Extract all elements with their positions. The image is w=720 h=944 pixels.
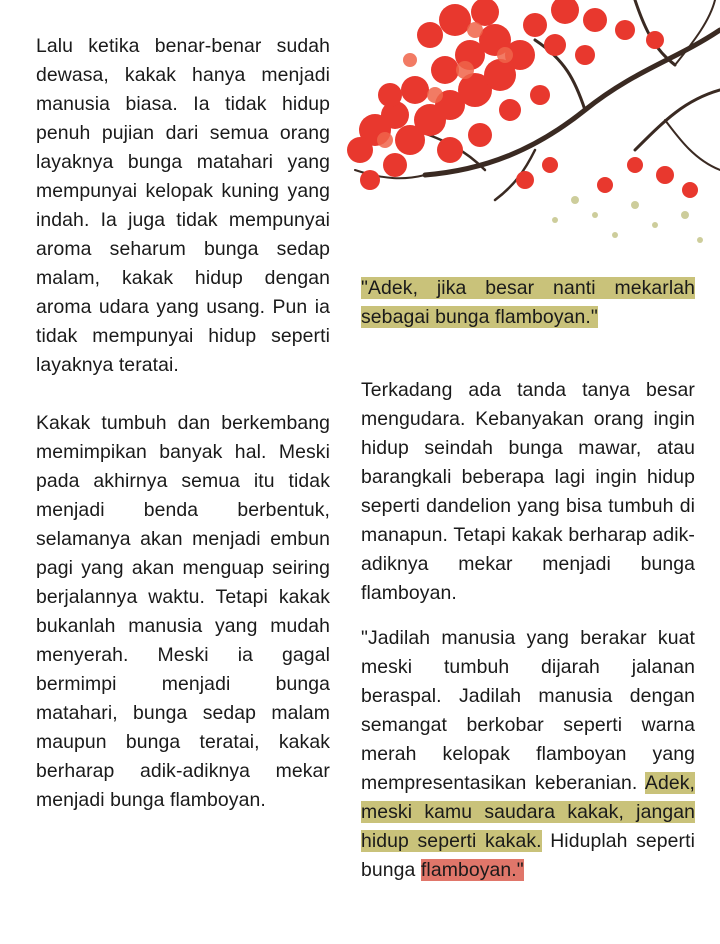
left-column <box>36 32 330 815</box>
flamboyant-branches-illustration <box>335 0 720 262</box>
quote-flamboyan <box>361 274 695 332</box>
paragraph-advice <box>361 624 695 885</box>
paragraph-question: Terkadang ada tanda tanya besar mengudara. Kebanyakan orang ingin hidup seindah bunga mawar, atau barangkali beberapa lagi ingin hidup seperti dandelion yang bisa tumbuh di manapun. Tetapi kakak berharap adik-adiknya mekar menjadi bunga flamboyan. <box>361 379 695 604</box>
paragraph-dreams: Kakak tumbuh dan berkembang memimpikan banyak hal. Meski pada akhirnya semua itu tidak menjadi benda berbentuk, selamanya akan menjadi embun pagi yang akan menguap seiring berjalannya waktu. Tetapi kakak bukanlah manusia yang mudah menyerah. Meski ia gagal bermimpi menjadi bunga matahari, bunga sedap malam maupun bunga teratai, kakak berharap adik-adiknya mekar menjadi bunga flamboyan. <box>36 412 330 811</box>
advice-text: "Jadilah manusia yang berakar kuat meski tumbuh dijarah jalanan beraspal. Jadilah manusia dengan semangat berkobar seperti warna merah kelopak flamboyan yang mempresentasikan keberanian. <box>361 627 695 794</box>
flamboyant-tree-photo <box>335 0 720 262</box>
advice-red-highlight: flamboyan." <box>420 859 524 881</box>
paragraph-adult-life: Lalu ketika benar-benar sudah dewasa, kakak hanya menjadi manusia biasa. Ia tidak hidup penuh pujian dari semua orang layaknya bunga matahari yang mempunyai kelopak kuning yang indah. Ia juga tidak mempunyai aroma seharum bunga sedap malam, kakak hidup dengan aroma udara yang usang. Pun ia tidak mempunyai hidup seperti layaknya teratai. <box>36 35 330 376</box>
advice-highlight: Adek, meski kamu saudara kakak, jangan hidup seperti kakak. <box>361 772 695 852</box>
advice-text-2: Hiduplah seperti bunga <box>361 830 695 881</box>
quote-highlight: "Adek, jika besar nanti mekarlah sebagai bunga flamboyan." <box>361 277 695 328</box>
right-column <box>361 274 695 885</box>
